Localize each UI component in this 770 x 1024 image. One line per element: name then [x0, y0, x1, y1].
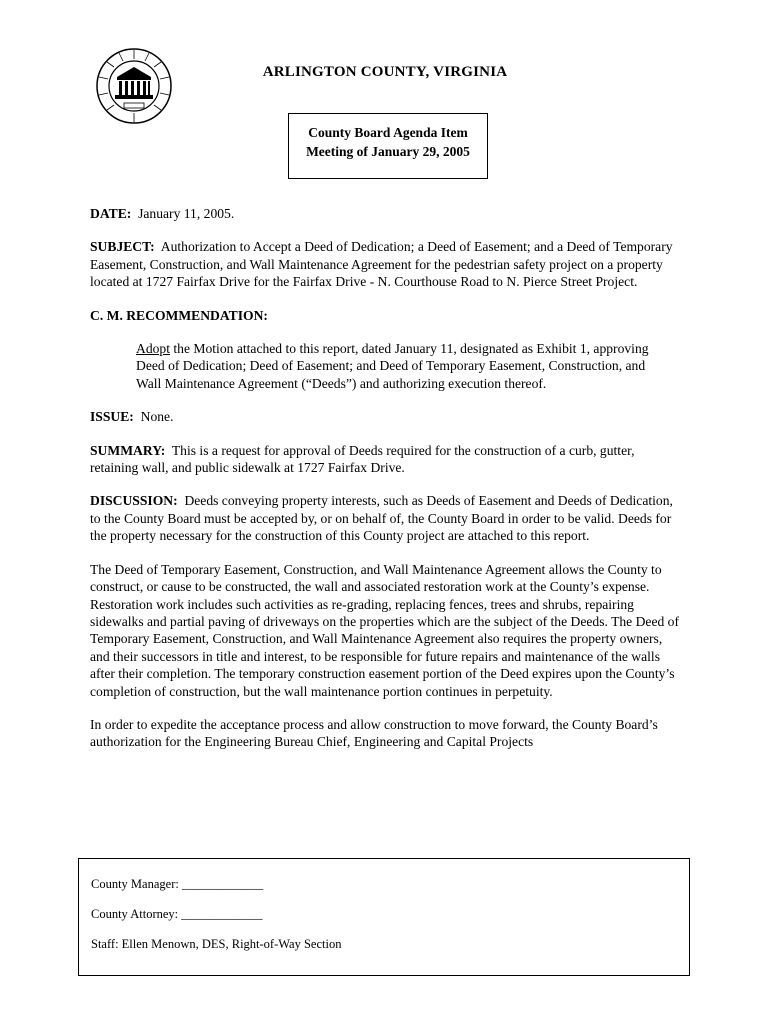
meeting-date: Meeting of January 29, 2005 [306, 144, 470, 159]
agenda-item-label: County Board Agenda Item [308, 125, 468, 140]
cm-text: the Motion attached to this report, dated January 11, designated as Exhibit 1, approving Deed of Dedication; Deed of Easement; and Deed of Temporary Easement, Construction, and Wall Maintenance Agreement (“Deeds”) and authorizing execution thereof. [136, 341, 649, 391]
issue-line [90, 408, 682, 425]
county-title: ARLINGTON COUNTY, VIRGINIA [262, 64, 508, 80]
document-body [90, 205, 682, 767]
date-value: January 11, 2005. [138, 206, 235, 221]
subject-text: Authorization to Accept a Deed of Dedication; a Deed of Easement; and a Deed of Temporary Easement, Construction, and Wall Maintenance Agreement for the pedestrian safety project on a property located at 1727 Fairfax Drive for the Fairfax Drive - N. Courthouse Road to N. Pierce Street Project. [90, 239, 673, 290]
cm-recommendation-heading [90, 307, 682, 324]
date-line [90, 205, 682, 222]
subject-label: SUBJECT: [90, 239, 155, 255]
county-attorney-line: County Attorney: _____________ [91, 907, 263, 921]
summary-text: This is a request for approval of Deeds required for the construction of a curb, gutter, retaining wall, and public sidewalk at 1727 Fairfax Drive. [90, 442, 635, 476]
summary-paragraph [90, 442, 682, 477]
county-seal-icon [95, 47, 173, 125]
issue-label: ISSUE: [90, 409, 134, 425]
issue-text: None. [140, 409, 174, 425]
expedite-paragraph: In order to expedite the acceptance process and allow construction to move forward, the County Board’s authorization for the Engineering Bureau Chief, Engineering and Capital Projects [90, 716, 658, 750]
subject-paragraph [90, 238, 682, 290]
signature-box [78, 858, 690, 976]
cm-recommendation-text [136, 340, 668, 392]
date-label: DATE: [90, 206, 132, 221]
cm-label: C. M. RECOMMENDATION: [90, 307, 268, 323]
discussion-text: Deeds conveying property interests, such as Deeds of Easement and Deeds of Dedication, to the County Board must be accepted by, or on behalf of, the County Board in order to be valid. Deeds for the property necessary for the construction of this County project are attached to this report. [90, 493, 673, 544]
summary-label: SUMMARY: [90, 442, 166, 458]
agenda-item-box [288, 113, 488, 179]
county-manager-line: County Manager: _____________ [91, 877, 264, 891]
discussion-label: DISCUSSION: [90, 493, 178, 509]
adopt-word: Adopt [136, 341, 170, 357]
discussion-paragraph [90, 492, 682, 544]
deed-agreement-paragraph: The Deed of Temporary Easement, Construction, and Wall Maintenance Agreement allows the County to construct, or cause to be constructed, the wall and associated restoration work at the County’s expense. Restoration work includes such activities as re-grading, replacing fences, trees and shrubs, repairing sidewalks and partial paving of driveways on the properties which are the subject of the Deeds. The Deed of Temporary Easement, Construction, and Wall Maintenance Agreement also requires the property owners, and their successors in title and interest, to be responsible for future repairs and maintenance of the walls after their completion. The temporary construction easement portion of the Deed expires upon the County’s completion of construction, but the wall maintenance portion continues in perpetuity. [90, 561, 679, 699]
staff-line: Staff: Ellen Menown, DES, Right-of-Way Section [91, 937, 342, 951]
